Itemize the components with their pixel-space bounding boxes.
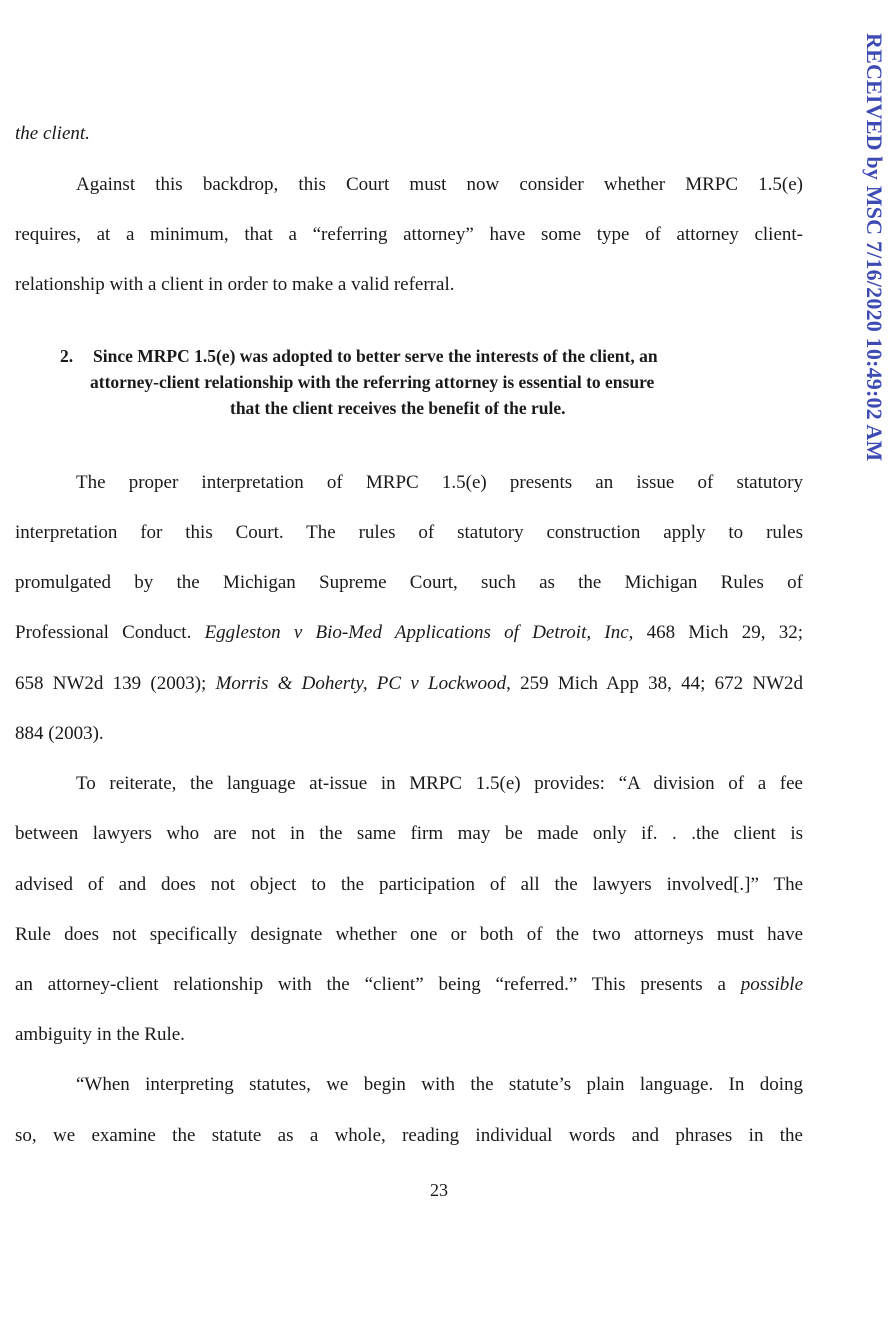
- text-run: , 468 Mich 29, 32;: [628, 622, 803, 643]
- paragraph-2-line-2: interpretation for this Court. The rules of statutory construction apply to rules: [15, 522, 803, 543]
- italic-text: possible: [740, 974, 804, 995]
- heading-line-3: that the client receives the benefit of the rule.: [230, 398, 566, 418]
- case-citation: Morris & Doherty, PC v Lockwood: [215, 673, 507, 694]
- text-run: Professional Conduct.: [15, 622, 192, 643]
- page-number: 23: [430, 1180, 448, 1200]
- paragraph-2-line-6: 884 (2003).: [15, 723, 104, 744]
- paragraph-4-line-2: so, we examine the statute as a whole, reading individual words and phrases in the: [15, 1125, 803, 1146]
- paragraph-0-line-1: [15, 121, 803, 147]
- heading-line-1: Since MRPC 1.5(e) was adopted to better serve the interests of the client, an: [93, 346, 658, 366]
- paragraph-2-line-3: promulgated by the Michigan Supreme Court, such as the Michigan Rules of: [15, 572, 803, 593]
- received-stamp: RECEIVED by MSC 7/16/2020 10:49:02 AM: [862, 33, 887, 462]
- heading-line-2: attorney-client relationship with the referring attorney is essential to ensure: [90, 372, 655, 392]
- paragraph-4-line-1: “When interpreting statutes, we begin with the statute’s plain language. In doing: [76, 1074, 803, 1095]
- text-run: an attorney-client relationship with the “client” being “referred.” This presents a: [15, 974, 726, 995]
- paragraph-2-line-4: [15, 620, 803, 646]
- italic-text: the client.: [15, 123, 90, 144]
- paragraph-2-line-5: [15, 671, 803, 697]
- paragraph-1-line-1: Against this backdrop, this Court must now consider whether MRPC 1.5(e): [76, 174, 803, 195]
- case-citation: Eggleston v Bio-Med Applications of Detroit, Inc: [204, 622, 629, 643]
- paragraph-3-line-4: Rule does not specifically designate whether one or both of the two attorneys must have: [15, 924, 803, 945]
- paragraph-3-line-6: ambiguity in the Rule.: [15, 1024, 185, 1045]
- paragraph-3-line-1: To reiterate, the language at-issue in MRPC 1.5(e) provides: “A division of a fee: [76, 773, 803, 794]
- paragraph-2-line-1: The proper interpretation of MRPC 1.5(e) presents an issue of statutory: [76, 472, 803, 493]
- heading-number: 2.: [60, 346, 74, 366]
- paragraph-3-line-5: [15, 972, 803, 998]
- text-run: , 259 Mich App 38, 44; 672 NW2d: [506, 673, 803, 694]
- paragraph-3-line-3: advised of and does not object to the participation of all the lawyers involved[.]” The: [15, 874, 803, 895]
- paragraph-3-line-2: between lawyers who are not in the same firm may be made only if. . .the client is: [15, 823, 803, 844]
- paragraph-1-line-2: requires, at a minimum, that a “referring attorney” have some type of attorney client-: [15, 224, 803, 245]
- paragraph-1-line-3: relationship with a client in order to make a valid referral.: [15, 274, 455, 295]
- text-run: 658 NW2d 139 (2003);: [15, 673, 207, 694]
